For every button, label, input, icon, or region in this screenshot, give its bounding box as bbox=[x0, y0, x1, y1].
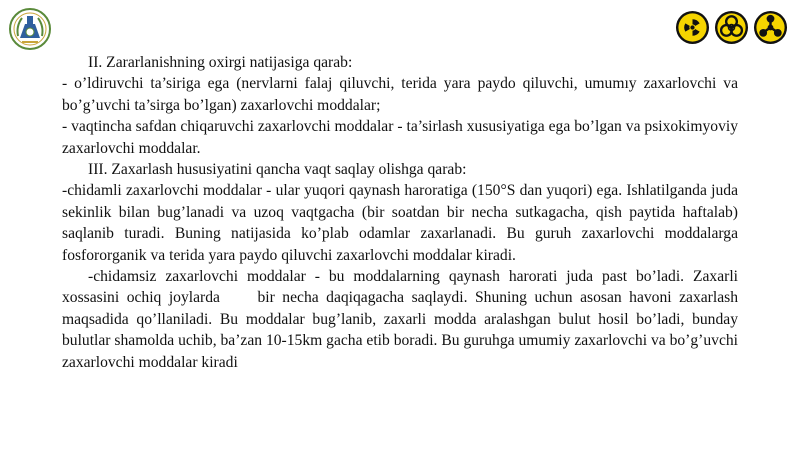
section-heading-iii: III. Zaxarlash hususiyatini qancha vaqt saqlay olishga qarab: bbox=[88, 161, 467, 179]
paragraph-nonpersistent: -chidamsiz zaxarlovchi moddalar - bu moddalarning qaynash harorati juda past bo’ladi. Zaxarli xossasini ochiq joylarda bir necha daqiqagacha saqlaydi. Shuning uchun asosan havoni zaxarlash maqsadida qo’llaniladi. Bu moddalar bug’lanib, zaxarli modda aralashgan bulut hosil bo’ladi, bunday bulutlar shamolda uchib, ba’zan 10-15km gacha etib boradi. Bu guruhga umumiy zaxarlovchi va bo’g’uvchi zaxarlovchi moddalar kiradi bbox=[62, 268, 742, 371]
chemical-hazard-icon bbox=[753, 10, 788, 45]
paragraph-persistent: -chidamli zaxarlovchi moddalar - ular yuqori qaynash haroratiga (150°S dan yuqori) ega. Ishlatilganda juda sekinlik bilan bug’lanadi va uzoq vaqtgacha (bir soatdan bir necha sutkagacha, qish paytida haftalab) saqlanib turadi. Buning natijasida ko’plab odamlar zaxarlanadi. Bu guruh zaxarlovchi moddalarga fosfororganik va terida yara paydo qiluvchi zaxarlovchi moddalar kiradi. bbox=[62, 182, 738, 264]
section-heading-ii: II. Zararlanishning oxirgi natijasiga qarab: bbox=[88, 54, 353, 71]
hazard-icons bbox=[675, 10, 788, 45]
list-item-temporary: - vaqtincha safdan chiqaruvchi zaxarlovchi moddalar - ta’sirlash xususiyatiga ega bo’lgan va psixokimyoviy zaxarlovchi moddalar. bbox=[62, 118, 738, 157]
document-body bbox=[62, 52, 742, 373]
organization-emblem-icon bbox=[8, 6, 52, 52]
list-item-lethal: - o’ldiruvchi ta’siriga ega (nervlarni falaj qiluvchi, terida yara paydo qiluvchi, umumıy zaxarlovchi va bo’g’uvchi ta’sirga bo’lgan) zaxarlovchi moddalar; bbox=[62, 75, 738, 114]
biohazard-icon bbox=[714, 10, 749, 45]
radiation-icon bbox=[675, 10, 710, 45]
